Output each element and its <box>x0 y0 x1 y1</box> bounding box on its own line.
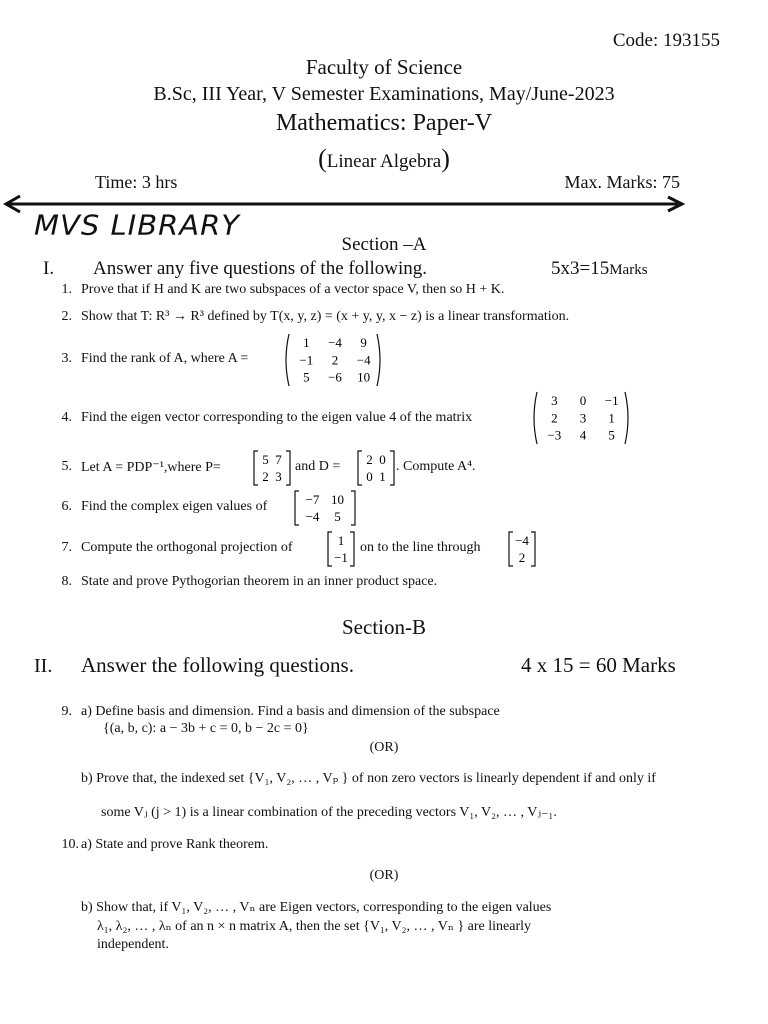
q1-number: 1. <box>61 282 72 297</box>
subject-name: Linear Algebra <box>326 151 442 172</box>
matrix-entry: 2 <box>518 549 526 565</box>
section-b-title: Section-B <box>342 615 426 639</box>
matrix-entry: 0 <box>379 451 386 467</box>
matrix-entry: 1 <box>608 410 615 426</box>
q10b-line1: b) Show that, if V₁, V₂, … , Vₙ are Eigen vectors, corresponding to the eigen values <box>81 900 552 915</box>
faculty-heading: Faculty of Science <box>305 55 463 79</box>
q9a-line2: {(a, b, c): a − 3b + c = 0, b − 2c = 0} <box>103 721 309 736</box>
max-marks-label: Max. Marks: 75 <box>564 172 680 192</box>
matrix-entry: 0 <box>366 468 373 484</box>
matrix-entry: −3 <box>547 427 562 443</box>
matrix-entry: 10 <box>331 491 344 507</box>
matrix-entry: −7 <box>305 491 320 507</box>
exam-code: Code: 193155 <box>612 30 720 51</box>
matrix-entry: −1 <box>334 549 348 565</box>
q10a-text: a) State and prove Rank theorem. <box>81 837 269 852</box>
matrix-entry: −1 <box>604 393 619 408</box>
section-a-title: Section –A <box>341 234 427 255</box>
matrix-entry: 2 <box>262 468 269 484</box>
section-a-instruction: Answer any five questions of the following. <box>93 258 428 279</box>
matrix-entry: −4 <box>305 508 320 524</box>
q4-text: Find the eigen vector corresponding to the eigen value 4 of the matrix <box>81 410 473 425</box>
q7-number: 7. <box>61 540 72 555</box>
section-a-roman: I. <box>43 258 55 279</box>
q3-text: Find the rank of A, where A = <box>81 351 249 366</box>
matrix-entry: 2 <box>366 451 373 467</box>
section-b-roman: II. <box>34 655 53 677</box>
q7-text-b: on to the line through <box>360 540 481 555</box>
q6-text: Find the complex eigen values of <box>81 499 268 514</box>
q3-matrix <box>282 332 384 388</box>
q4-number: 4. <box>61 410 72 425</box>
matrix-entry: 5 <box>303 369 310 385</box>
q1-text: Prove that if H and K are two subspaces of a vector space V, then so H + K. <box>81 282 505 297</box>
time-label: Time: 3 hrs <box>95 172 178 192</box>
q10b-line3: independent. <box>97 937 169 952</box>
q2-text: Show that T: R³ → R³ defined by T(x, y, z) = (x + y, y, x − z) is a linear transformation. <box>81 309 570 324</box>
matrix-entry: 5 <box>608 427 615 443</box>
q7-text-a: Compute the orthogonal projection of <box>81 540 293 555</box>
q8-number: 8. <box>61 574 72 589</box>
matrix-entry: −4 <box>356 352 371 368</box>
matrix-entry: −4 <box>328 335 342 350</box>
matrix-entry: 4 <box>579 427 587 443</box>
q10-or: (OR) <box>369 868 399 883</box>
q9a-line1: a) Define basis and dimension. Find a basis and dimension of the subspace <box>81 704 500 719</box>
matrix-entry: 2 <box>331 352 339 368</box>
section-b-instruction: Answer the following questions. <box>81 653 354 677</box>
matrix-entry: 2 <box>551 410 558 426</box>
q9-number: 9. <box>61 704 72 719</box>
matrix-entry: 7 <box>275 451 282 467</box>
q7-vector-1 <box>325 530 357 568</box>
matrix-entry: 0 <box>579 393 587 408</box>
subject-heading: (Linear Algebra) <box>318 144 450 173</box>
matrix-entry: 1 <box>337 532 345 548</box>
q5-text-b: and D = <box>295 459 341 474</box>
q9-or: (OR) <box>369 740 399 755</box>
matrix-entry: 10 <box>357 369 371 385</box>
section-a-marks: 5x3=15Marks <box>551 258 648 279</box>
matrix-entry: 3 <box>275 468 282 484</box>
q8-text: State and prove Pythogorian theorem in an inner product space. <box>81 574 438 589</box>
matrix-entry: 5 <box>262 451 269 467</box>
section-b-marks: 4 x 15 = 60 Marks <box>521 653 676 677</box>
matrix-entry: 5 <box>334 508 341 524</box>
q5-text-a: Let A = PDP⁻¹,where P= <box>81 460 221 475</box>
q10b-line2: λ₁, λ₂, … , λₙ of an n × n matrix A, then the set {V₁, V₂, … , Vₙ } are linearly <box>97 919 532 934</box>
library-watermark: MVS LIBRARY <box>34 208 240 242</box>
matrix-entry: −6 <box>328 369 342 385</box>
q6-number: 6. <box>61 499 72 514</box>
matrix-entry: 1 <box>303 335 310 350</box>
matrix-entry: 9 <box>360 335 367 350</box>
q5-matrix-d <box>355 449 397 487</box>
q9b-line1: b) Prove that, the indexed set {V₁, V₂, … , Vₚ } of non zero vectors is linearly dependent if and only if <box>81 771 656 786</box>
matrix-entry: 3 <box>551 393 558 408</box>
q5-number: 5. <box>61 459 72 474</box>
q5-text-c: . Compute A⁴. <box>396 459 476 474</box>
q2-number: 2. <box>61 309 72 324</box>
paper-heading: Mathematics: Paper-V <box>275 110 493 136</box>
exam-heading: B.Sc, III Year, V Semester Examinations, May/June-2023 <box>153 83 615 105</box>
q6-matrix <box>292 489 358 527</box>
matrix-entry: 1 <box>379 468 386 484</box>
matrix-entry: 3 <box>579 410 587 426</box>
q4-matrix <box>530 390 632 446</box>
q7-vector-2 <box>506 530 538 568</box>
q9b-line2: some Vⱼ (j > 1) is a linear combination of the preceding vectors V₁, V₂, … , Vⱼ₋₁. <box>101 805 557 820</box>
q3-number: 3. <box>61 351 72 366</box>
matrix-entry: −1 <box>299 352 314 368</box>
q10-number: 10. <box>61 837 79 852</box>
matrix-entry: −4 <box>515 532 529 548</box>
q5-matrix-p <box>251 449 293 487</box>
